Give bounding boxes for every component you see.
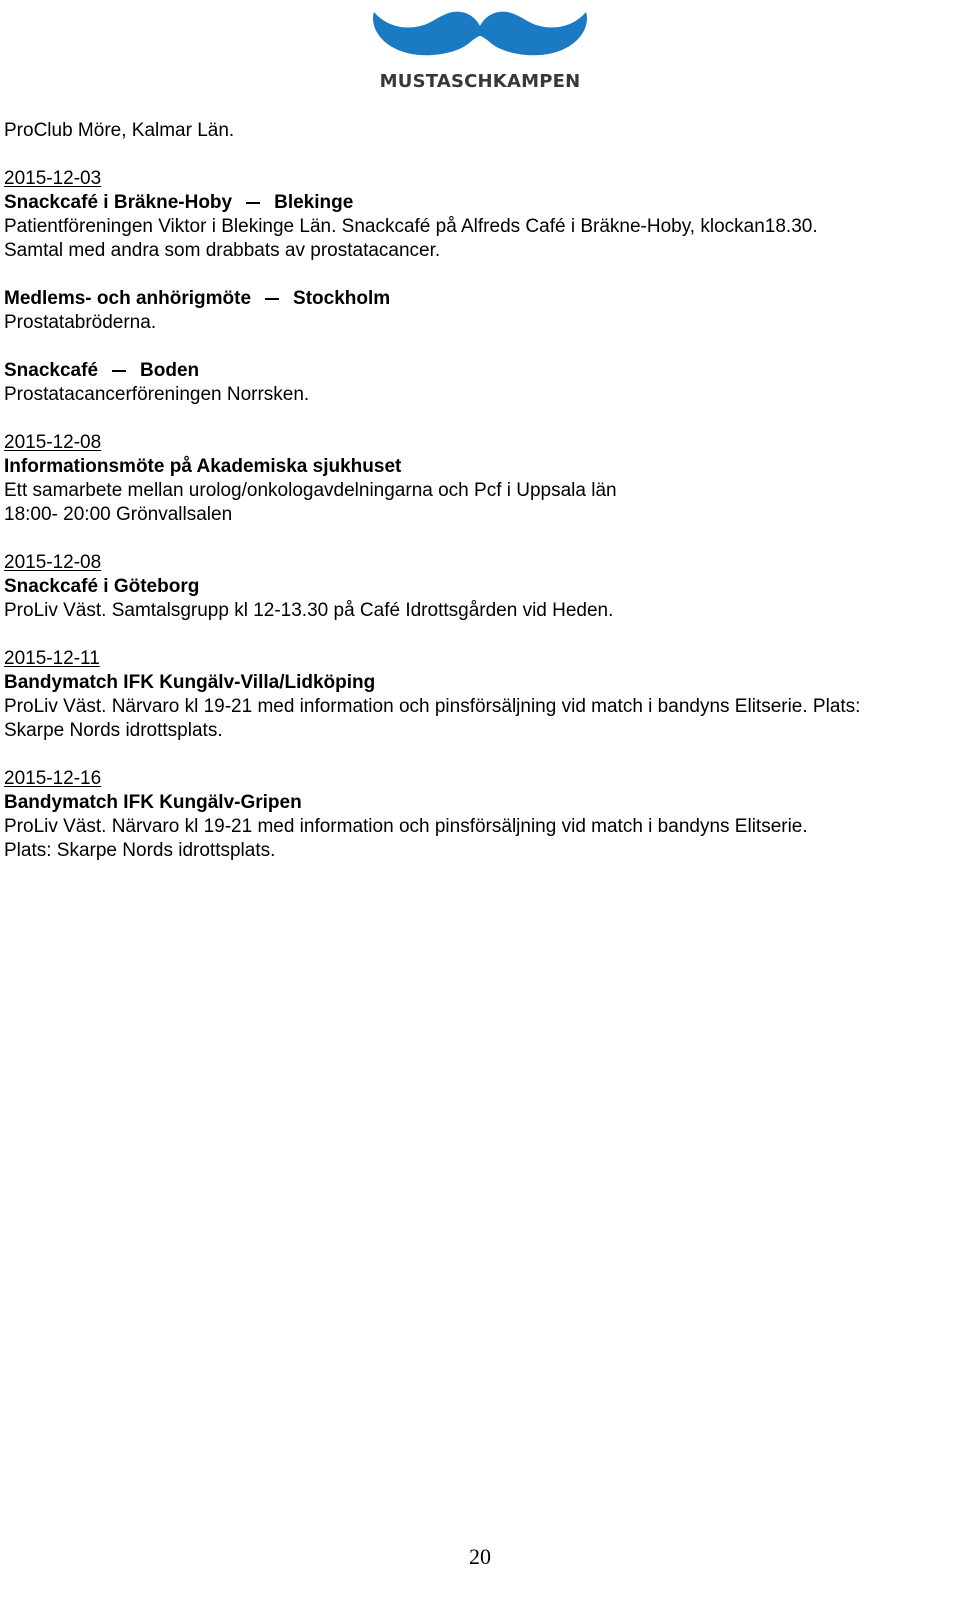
event-date: 2015-12-16 xyxy=(4,768,102,789)
event-item xyxy=(4,359,956,407)
event-title: Snackcafé xyxy=(4,360,99,381)
event-location: Boden xyxy=(140,360,200,381)
event-description: Prostatabröderna. xyxy=(4,312,157,333)
event-title: Bandymatch IFK Kungälv-Villa/Lidköping xyxy=(4,672,376,693)
event-location: Stockholm xyxy=(293,288,391,309)
event-date: 2015-12-03 xyxy=(4,168,102,189)
event-description: ProLiv Väst. Närvaro kl 19-21 med information och pinsförsäljning vid match i bandyns Elitserie. xyxy=(4,816,808,837)
event-description: Prostatacancerföreningen Norrsken. xyxy=(4,384,310,405)
dash-separator xyxy=(246,202,260,204)
event-title: Informationsmöte på Akademiska sjukhuset xyxy=(4,456,402,477)
event-date: 2015-12-08 xyxy=(4,432,102,453)
mustaschkampen-logo xyxy=(360,4,600,96)
event-description: Skarpe Nords idrottsplats. xyxy=(4,720,223,741)
event-title: Medlems- och anhörigmöte xyxy=(4,288,252,309)
event-date: 2015-12-08 xyxy=(4,552,102,573)
event-title: Snackcafé i Göteborg xyxy=(4,576,200,597)
event-date: 2015-12-11 xyxy=(4,648,100,669)
event-item xyxy=(4,431,956,527)
event-item xyxy=(4,287,956,335)
event-description: ProLiv Väst. Närvaro kl 19-21 med information och pinsförsäljning vid match i bandyns Elitserie. Plats: xyxy=(4,696,861,717)
mustache-icon xyxy=(360,4,600,64)
dash-separator xyxy=(112,370,126,372)
event-title: Snackcafé i Bräkne-Hoby xyxy=(4,192,233,213)
dash-separator xyxy=(265,298,279,300)
event-location: Blekinge xyxy=(274,192,354,213)
event-description: ProLiv Väst. Samtalsgrupp kl 12-13.30 på Café Idrottsgården vid Heden. xyxy=(4,600,614,621)
event-description: Patientföreningen Viktor i Blekinge Län. Snackcafé på Alfreds Café i Bräkne-Hoby, klockan18.30. xyxy=(4,216,818,237)
event-description: 18:00- 20:00 Grönvallsalen xyxy=(4,504,233,525)
intro-text: ProClub Möre, Kalmar Län. xyxy=(4,120,235,141)
logo-text: MUSTASCHKAMPEN xyxy=(379,71,581,92)
event-item xyxy=(4,647,956,743)
event-description: Ett samarbete mellan urolog/onkologavdelningarna och Pcf i Uppsala län xyxy=(4,480,617,501)
event-item xyxy=(4,767,956,863)
event-list xyxy=(4,119,956,863)
event-item xyxy=(4,167,956,263)
event-description: Plats: Skarpe Nords idrottsplats. xyxy=(4,840,276,861)
event-item xyxy=(4,551,956,623)
event-description: Samtal med andra som drabbats av prostatacancer. xyxy=(4,240,441,261)
page-number: 20 xyxy=(469,1544,491,1569)
event-title: Bandymatch IFK Kungälv-Gripen xyxy=(4,792,302,813)
